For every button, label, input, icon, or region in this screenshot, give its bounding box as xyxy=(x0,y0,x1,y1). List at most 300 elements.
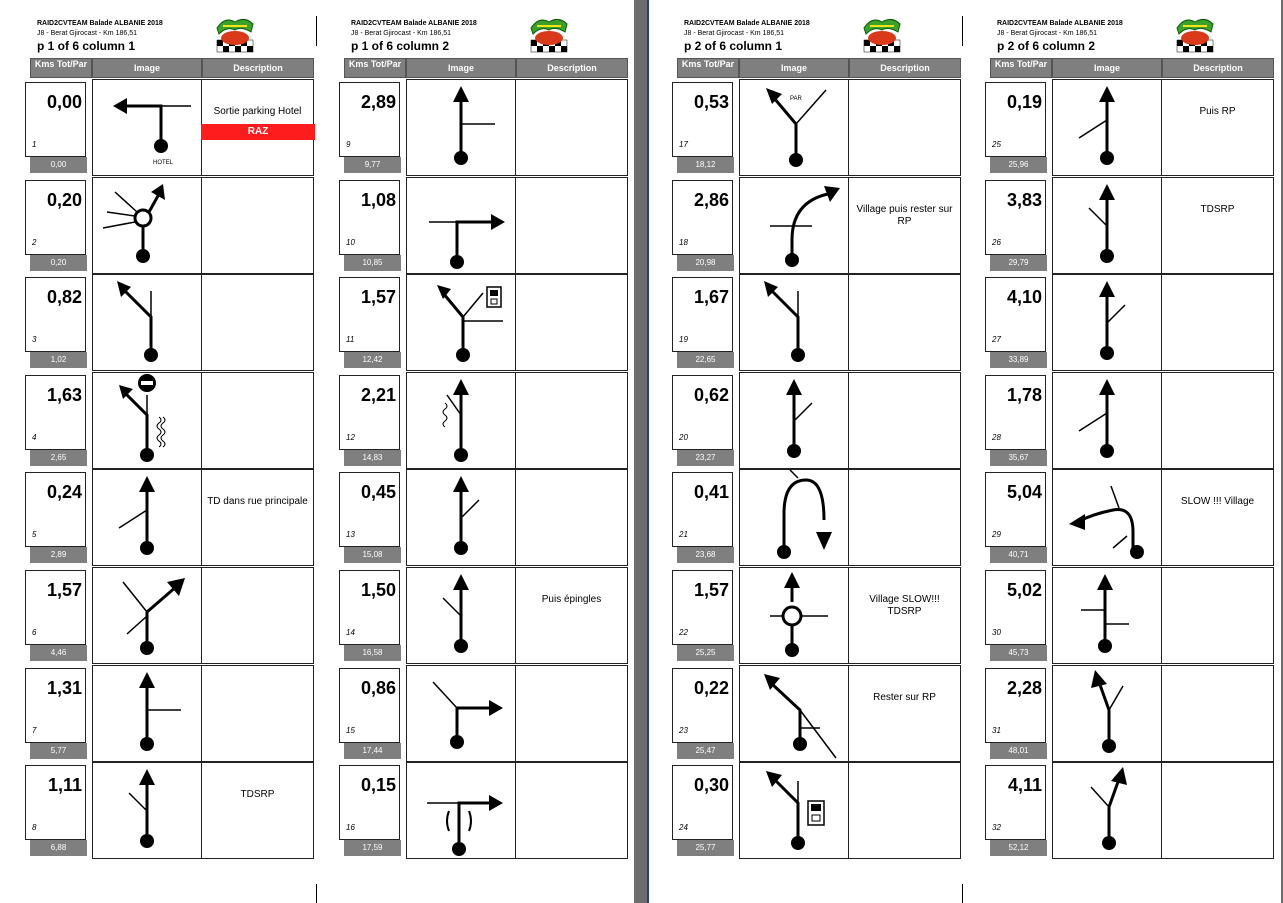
total-distance: 14,83 xyxy=(344,450,401,466)
distance-box xyxy=(339,570,400,645)
description-text: TDSRP xyxy=(1200,203,1235,215)
description-cell xyxy=(202,274,314,371)
roadbook-row xyxy=(339,567,629,664)
keep-right-fork-icon xyxy=(93,568,201,663)
distance-box xyxy=(339,82,400,157)
step-number: 25 xyxy=(992,140,1001,149)
description-cell xyxy=(516,79,628,176)
step-number: 11 xyxy=(346,335,355,345)
description-cell xyxy=(1162,567,1274,664)
step-number: 22 xyxy=(679,628,688,637)
kms-header: Kms Tot/Par xyxy=(677,58,739,78)
roadbook-row xyxy=(339,372,629,469)
distance-box xyxy=(25,375,86,450)
description-cell xyxy=(1162,79,1274,176)
image-header: Image xyxy=(1052,58,1162,78)
roadbook-row xyxy=(25,469,315,566)
direction-image-cell xyxy=(1052,469,1162,566)
partial-distance: 0,20 xyxy=(46,189,82,210)
turn-right-from-left-icon xyxy=(407,666,515,761)
description-cell xyxy=(1162,372,1274,469)
total-distance: 2,65 xyxy=(30,450,87,466)
total-distance: 17,59 xyxy=(344,840,401,856)
rally-logo-icon xyxy=(527,14,571,54)
direction-image-cell xyxy=(92,177,202,274)
partial-distance: 0,41 xyxy=(693,482,729,503)
roadbook-row xyxy=(985,372,1275,469)
description-header: Description xyxy=(516,58,628,78)
total-distance: 0,20 xyxy=(30,255,87,271)
total-distance: 45,73 xyxy=(990,645,1047,661)
step-number: 2 xyxy=(32,237,37,247)
image-header: Image xyxy=(406,58,516,78)
description-cell xyxy=(202,79,314,176)
direction-image-cell xyxy=(739,177,849,274)
roadbook-row xyxy=(25,274,315,371)
total-distance: 48,01 xyxy=(990,743,1047,759)
partial-distance: 2,89 xyxy=(360,92,396,112)
page-1-column-1 xyxy=(25,0,315,903)
svg-text:HOTEL: HOTEL xyxy=(153,160,174,166)
direction-image-cell xyxy=(406,469,516,566)
roadbook-row xyxy=(339,665,629,762)
roadbook-row xyxy=(985,567,1275,664)
direction-image-cell xyxy=(1052,177,1162,274)
distance-box xyxy=(672,277,733,352)
distance-box xyxy=(985,570,1046,645)
total-distance: 2,89 xyxy=(30,547,87,563)
distance-box xyxy=(985,375,1046,450)
description-cell xyxy=(1162,469,1274,566)
description-text: SLOW !!! Village xyxy=(1180,496,1255,508)
direction-image-cell xyxy=(1052,567,1162,664)
partial-distance: 0,86 xyxy=(360,677,396,698)
total-distance: 35,67 xyxy=(990,450,1047,466)
roadbook-title: RAID2CVTEAM Balade ALBANIE 2018 xyxy=(351,20,477,27)
direction-image-cell xyxy=(92,372,202,469)
direction-image-cell xyxy=(406,762,516,859)
image-header: Image xyxy=(739,58,849,78)
team-logo xyxy=(1173,14,1217,54)
step-number: 5 xyxy=(32,530,37,540)
distance-box xyxy=(985,765,1046,840)
roadbook-title: RAID2CVTEAM Balade ALBANIE 2018 xyxy=(37,20,163,27)
direction-image-cell xyxy=(739,762,849,859)
direction-image-cell xyxy=(92,274,202,371)
direction-image-cell xyxy=(406,372,516,469)
partial-distance: 5,02 xyxy=(1006,580,1042,600)
svg-text:PAR: PAR xyxy=(790,96,802,102)
roadbook-row xyxy=(672,274,962,371)
roadbook-row xyxy=(672,79,962,176)
step-number: 18 xyxy=(679,237,688,247)
page-2-column-1 xyxy=(672,0,962,903)
kms-header: Kms Tot/Par xyxy=(990,58,1052,78)
partial-distance: 1,67 xyxy=(693,287,729,308)
distance-box xyxy=(25,180,86,255)
direction-image-cell xyxy=(92,469,202,566)
page-column-label: p 1 of 6 column 1 xyxy=(37,39,136,53)
total-distance: 25,77 xyxy=(677,840,734,856)
distance-box xyxy=(339,277,400,352)
direction-image-cell xyxy=(739,665,849,762)
direction-image-cell xyxy=(406,177,516,274)
description-cell xyxy=(849,665,961,762)
straight-right-branch-icon xyxy=(1053,275,1161,370)
total-distance: 25,47 xyxy=(677,743,734,759)
distance-box xyxy=(25,82,86,157)
step-number: 26 xyxy=(992,237,1001,247)
roadbook-row xyxy=(25,79,315,176)
straight-right-branch-icon xyxy=(740,373,848,468)
team-logo xyxy=(860,14,904,54)
description-text: Rester sur RP xyxy=(873,691,936,703)
keep-left-fork-icon xyxy=(93,275,201,370)
step-number: 21 xyxy=(679,530,688,540)
page-2-column-2 xyxy=(985,0,1275,903)
straight-left-branch-icon xyxy=(407,568,515,663)
distance-box xyxy=(985,180,1046,255)
roadbook-row xyxy=(25,762,315,859)
description-cell xyxy=(849,372,961,469)
roundabout-straight-icon xyxy=(740,568,848,663)
left-fuel-icon xyxy=(740,763,848,858)
total-distance: 20,98 xyxy=(677,255,734,271)
total-distance: 22,65 xyxy=(677,352,734,368)
distance-box xyxy=(672,765,733,840)
step-number: 24 xyxy=(679,823,688,833)
direction-image-cell xyxy=(92,567,202,664)
total-distance: 17,44 xyxy=(344,743,401,759)
description-cell xyxy=(1162,762,1274,859)
straight-bumpy-icon xyxy=(407,373,515,468)
roadbook-page-1 xyxy=(0,0,634,903)
roadbook-title: RAID2CVTEAM Balade ALBANIE 2018 xyxy=(997,20,1123,27)
description-cell xyxy=(516,469,628,566)
stage-info: J8 - Berat Gjirocast - Km 186,51 xyxy=(684,30,784,37)
roadbook-row xyxy=(672,762,962,859)
roadbook-row xyxy=(985,177,1275,274)
roadbook-row xyxy=(672,177,962,274)
direction-image-cell xyxy=(739,469,849,566)
description-cell xyxy=(202,567,314,664)
step-number: 17 xyxy=(679,140,688,149)
turn-right-arrow-icon xyxy=(407,178,515,273)
stage-info: J8 - Berat Gjirocast - Km 186,51 xyxy=(997,30,1097,37)
direction-image-cell xyxy=(406,665,516,762)
description-text: Puis épingles xyxy=(541,594,602,605)
roadbook-row xyxy=(25,372,315,469)
partial-distance: 1,57 xyxy=(360,287,396,308)
fork-right-icon xyxy=(1053,763,1161,858)
total-distance: 25,96 xyxy=(990,157,1047,173)
total-distance: 40,71 xyxy=(990,547,1047,563)
direction-image-cell xyxy=(739,79,849,176)
partial-distance: 0,82 xyxy=(46,287,82,308)
step-number: 1 xyxy=(32,140,37,149)
roadbook-row xyxy=(672,372,962,469)
partial-distance: 0,24 xyxy=(46,482,82,503)
description-text: TDSRP xyxy=(240,789,275,801)
partial-distance: 0,62 xyxy=(693,384,729,405)
total-distance: 6,88 xyxy=(30,840,87,856)
distance-box xyxy=(25,668,86,743)
distance-box xyxy=(985,277,1046,352)
partial-distance: 1,31 xyxy=(46,677,82,698)
page-column-label: p 1 of 6 column 2 xyxy=(351,39,450,53)
step-number: 4 xyxy=(32,432,37,442)
team-logo xyxy=(527,14,571,54)
step-number: 29 xyxy=(992,530,1001,540)
distance-box xyxy=(672,180,733,255)
step-number: 27 xyxy=(992,335,1001,345)
distance-box xyxy=(672,375,733,450)
rally-logo-icon xyxy=(1173,14,1217,54)
distance-box xyxy=(985,82,1046,157)
roadbook-row xyxy=(985,274,1275,371)
description-cell xyxy=(849,469,961,566)
step-number: 9 xyxy=(346,140,351,149)
direction-image-cell xyxy=(1052,762,1162,859)
direction-image-cell xyxy=(739,567,849,664)
roadbook-row xyxy=(339,274,629,371)
total-distance: 52,12 xyxy=(990,840,1047,856)
roadbook-row xyxy=(25,567,315,664)
step-number: 8 xyxy=(32,823,37,833)
distance-box xyxy=(985,668,1046,743)
step-number: 23 xyxy=(679,725,688,735)
total-distance: 16,58 xyxy=(344,645,401,661)
partial-distance: 1,57 xyxy=(693,580,729,600)
distance-box xyxy=(672,472,733,547)
turn-left-arrow-hotel-icon xyxy=(93,80,201,175)
roundabout-right-icon xyxy=(93,178,201,273)
u-turn-icon xyxy=(740,470,848,565)
left-fork-sign-icon xyxy=(740,80,848,175)
description-cell xyxy=(849,79,961,176)
distance-box xyxy=(672,668,733,743)
roadbook-row xyxy=(985,665,1275,762)
total-distance: 12,42 xyxy=(344,352,401,368)
roadbook-row xyxy=(339,469,629,566)
step-number: 28 xyxy=(992,432,1001,442)
step-number: 3 xyxy=(32,335,37,345)
total-distance: 18,12 xyxy=(677,157,734,173)
straight-right-junction-icon xyxy=(407,80,515,175)
partial-distance: 0,19 xyxy=(1006,92,1042,112)
total-distance: 1,02 xyxy=(30,352,87,368)
page-column-label: p 2 of 6 column 2 xyxy=(997,39,1096,53)
step-number: 13 xyxy=(346,530,355,540)
partial-distance: 0,00 xyxy=(46,92,82,112)
description-cell xyxy=(849,762,961,859)
turn-right-bridge-icon xyxy=(407,763,515,858)
page-column-label: p 2 of 6 column 1 xyxy=(684,39,783,53)
description-text: Sortie parking Hotel xyxy=(213,106,302,117)
description-header: Description xyxy=(1162,58,1274,78)
roadbook-title: RAID2CVTEAM Balade ALBANIE 2018 xyxy=(684,20,810,27)
roadbook-row xyxy=(339,762,629,859)
stage-info: J8 - Berat Gjirocast - Km 186,51 xyxy=(351,30,451,37)
description-cell xyxy=(516,567,628,664)
total-distance: 4,46 xyxy=(30,645,87,661)
step-number: 16 xyxy=(346,823,355,833)
direction-image-cell xyxy=(739,372,849,469)
step-number: 6 xyxy=(32,628,37,637)
partial-distance: 1,50 xyxy=(360,580,396,600)
left-no-entry-bumpy-icon xyxy=(93,373,201,468)
total-distance: 23,68 xyxy=(677,547,734,563)
left-fork-fuel-icon xyxy=(407,275,515,370)
direction-image-cell xyxy=(92,665,202,762)
description-cell xyxy=(516,372,628,469)
kms-header: Kms Tot/Par xyxy=(30,58,92,78)
partial-distance: 0,30 xyxy=(693,775,729,796)
step-number: 30 xyxy=(992,628,1001,637)
description-header: Description xyxy=(849,58,961,78)
straight-left-junction-icon xyxy=(1053,80,1161,175)
distance-box xyxy=(672,82,733,157)
direction-image-cell xyxy=(92,762,202,859)
distance-box xyxy=(339,765,400,840)
kms-header: Kms Tot/Par xyxy=(344,58,406,78)
team-logo xyxy=(213,14,257,54)
direction-image-cell xyxy=(406,274,516,371)
step-number: 19 xyxy=(679,335,688,345)
roadbook-row xyxy=(985,469,1275,566)
total-distance: 5,77 xyxy=(30,743,87,759)
straight-left-junction-icon xyxy=(93,470,201,565)
total-distance: 10,85 xyxy=(344,255,401,271)
straight-left-branch-icon xyxy=(1053,178,1161,273)
step-number: 32 xyxy=(992,823,1001,833)
partial-distance: 5,04 xyxy=(1006,482,1042,503)
description-header: Description xyxy=(202,58,314,78)
direction-image-cell xyxy=(1052,372,1162,469)
distance-box xyxy=(25,472,86,547)
distance-box xyxy=(339,180,400,255)
description-cell xyxy=(516,762,628,859)
description-text: Village puis rester sur RP xyxy=(856,203,953,227)
step-number: 15 xyxy=(346,725,355,735)
partial-distance: 1,08 xyxy=(360,189,396,210)
partial-distance: 2,21 xyxy=(360,384,396,405)
partial-distance: 3,83 xyxy=(1006,189,1042,210)
partial-distance: 4,11 xyxy=(1007,775,1042,796)
partial-distance: 0,22 xyxy=(693,677,729,698)
distance-box xyxy=(25,570,86,645)
direction-image-cell xyxy=(1052,665,1162,762)
partial-distance: 0,45 xyxy=(360,482,396,503)
fork-left-icon xyxy=(1053,666,1161,761)
step-number: 14 xyxy=(346,628,355,637)
description-cell xyxy=(202,177,314,274)
direction-image-cell xyxy=(406,567,516,664)
straight-right-junction-icon xyxy=(93,666,201,761)
partial-distance: 1,11 xyxy=(47,775,82,796)
roadbook-row xyxy=(25,177,315,274)
description-cell xyxy=(516,665,628,762)
description-cell xyxy=(849,274,961,371)
diagonal-left-icon xyxy=(740,666,848,761)
description-cell xyxy=(516,177,628,274)
partial-distance: 4,10 xyxy=(1006,287,1042,308)
stage-info: J8 - Berat Gjirocast - Km 186,51 xyxy=(37,30,137,37)
roadbook-row xyxy=(985,79,1275,176)
description-cell xyxy=(849,177,961,274)
total-distance: 23,27 xyxy=(677,450,734,466)
straight-left-branch-icon xyxy=(93,763,201,858)
raz-badge: RAZ xyxy=(201,124,315,140)
direction-image-cell xyxy=(1052,79,1162,176)
partial-distance: 1,63 xyxy=(46,384,82,405)
description-text: Village SLOW!!! TDSRP xyxy=(869,594,940,617)
roadbook-row xyxy=(672,469,962,566)
direction-image-cell xyxy=(92,79,202,176)
partial-distance: 0,53 xyxy=(693,92,729,112)
total-distance: 33,89 xyxy=(990,352,1047,368)
partial-distance: 1,78 xyxy=(1006,384,1042,405)
step-number: 31 xyxy=(992,725,1001,735)
description-text: TD dans rue principale xyxy=(207,496,308,508)
keep-left-fork-icon xyxy=(740,275,848,370)
roadbook-row xyxy=(25,665,315,762)
partial-distance: 2,28 xyxy=(1006,677,1042,698)
distance-box xyxy=(339,375,400,450)
description-cell xyxy=(202,665,314,762)
description-cell xyxy=(1162,665,1274,762)
step-number: 10 xyxy=(346,237,355,247)
direction-image-cell xyxy=(739,274,849,371)
direction-image-cell xyxy=(1052,274,1162,371)
image-header: Image xyxy=(92,58,202,78)
roadbook-row xyxy=(339,177,629,274)
distance-box xyxy=(339,472,400,547)
straight-right-branch-icon xyxy=(407,470,515,565)
total-distance: 25,25 xyxy=(677,645,734,661)
direction-image-cell xyxy=(406,79,516,176)
roadbook-row xyxy=(985,762,1275,859)
description-cell xyxy=(1162,177,1274,274)
distance-box xyxy=(25,277,86,352)
distance-box xyxy=(25,765,86,840)
step-number: 20 xyxy=(679,432,688,442)
partial-distance: 2,86 xyxy=(693,189,729,210)
description-cell xyxy=(202,372,314,469)
curve-right-icon xyxy=(740,178,848,273)
partial-distance: 0,15 xyxy=(360,775,396,796)
step-number: 7 xyxy=(32,725,37,735)
description-cell xyxy=(1162,274,1274,371)
total-distance: 0,00 xyxy=(30,157,87,173)
page-1-column-2 xyxy=(339,0,629,903)
roadbook-row xyxy=(672,567,962,664)
description-cell xyxy=(516,274,628,371)
distance-box xyxy=(985,472,1046,547)
rally-logo-icon xyxy=(860,14,904,54)
partial-distance: 1,57 xyxy=(46,580,82,600)
description-cell xyxy=(202,762,314,859)
description-cell xyxy=(202,469,314,566)
roadbook-page-2 xyxy=(647,0,1281,903)
roadbook-row xyxy=(339,79,629,176)
straight-left-junction-icon xyxy=(1053,373,1161,468)
rally-logo-icon xyxy=(213,14,257,54)
roadbook-row xyxy=(672,665,962,762)
crossroad-straight-icon xyxy=(1053,568,1161,663)
total-distance: 15,08 xyxy=(344,547,401,563)
description-text: Puis RP xyxy=(1199,106,1236,117)
